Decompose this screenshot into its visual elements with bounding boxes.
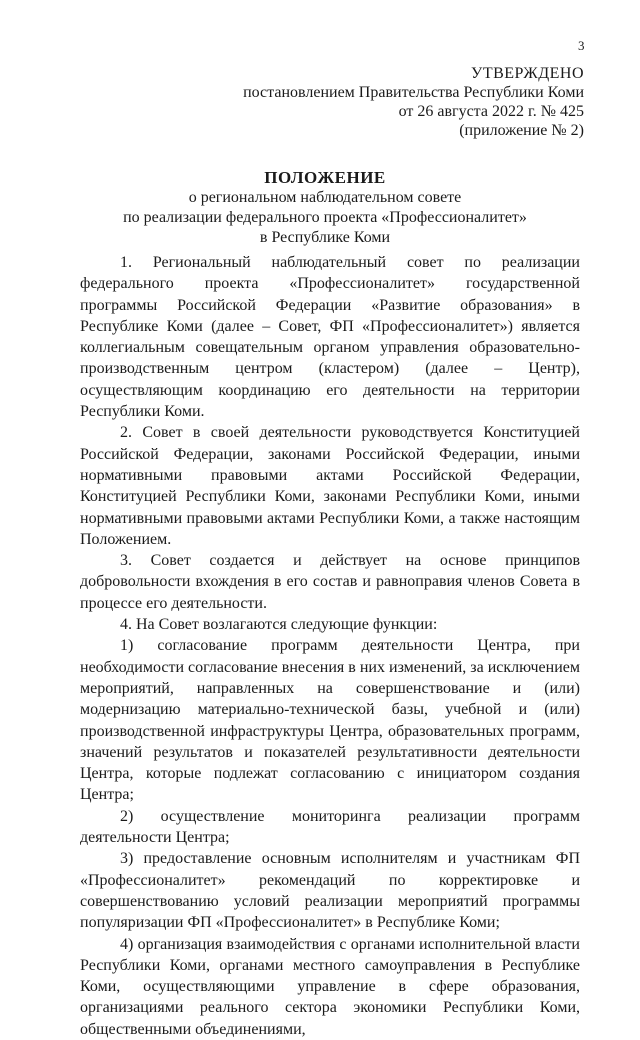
- paragraph: 4) организация взаимодействия с органами исполнительной власти Республики Коми, органами местного самоуправления в Республике Коми, осуществляющими управление в сфере образования, организациями реального сектора экономики Республики Коми, общественными объединениями,: [80, 935, 580, 1038]
- approval-title: УТВЕРЖДЕНО: [470, 65, 584, 82]
- document-heading: [80, 168, 570, 248]
- paragraph: 1) согласование программ деятельности Центра, при необходимости согласование внесения в них изменений, за исключением мероприятий, направленных на совершенствование и (или) модернизацию материально-технической базы, учебной и (или) производственной инфраструктуры Центра, образовательных программ, значений результатов и показателей результативности деятельности Центра, которые подлежат согласованию с инициатором создания Центра;: [80, 637, 580, 804]
- approval-line: (приложение № 2): [459, 122, 584, 139]
- approval-line: от 26 августа 2022 г. № 425: [398, 103, 584, 120]
- paragraph: 3. Совет создается и действует на основе принципов добровольности вхождения в его состав и равноправия членов Совета в процессе его деятельности.: [80, 552, 580, 612]
- heading-line: по реализации федерального проекта «Профессионалитет»: [123, 209, 527, 226]
- page-number: 3: [578, 38, 585, 53]
- heading-line: о региональном наблюдательном совете: [188, 189, 462, 206]
- approval-block: [243, 64, 584, 140]
- paragraph: 2. Совет в своей деятельности руководствуется Конституцией Российской Федерации, законами Российской Федерации, иными нормативными правовыми актами Российской Федерации, Конституцией Республики Коми, законами Республики Коми, иными нормативными правовыми актами Республики Коми, а также настоящим Положением.: [80, 424, 580, 548]
- approval-line: постановлением Правительства Республики Коми: [243, 84, 584, 101]
- document-body: [80, 252, 580, 1040]
- heading-line: в Республике Коми: [259, 229, 391, 246]
- document-title: ПОЛОЖЕНИЕ: [264, 168, 386, 187]
- paragraph: 1. Региональный наблюдательный совет по реализации федерального проекта «Профессионалитет» государственной программы Российской Федерации «Развитие образования» в Республике Коми (далее – Совет, ФП «Профессионалитет») является коллегиальным совещательным органом управления образовательно-производственным центром (кластером) (далее – Центр), осуществляющим координацию его деятельности на территории Республики Коми.: [80, 254, 580, 421]
- paragraph: 3) предоставление основным исполнителям и участникам ФП «Профессионалитет» рекомендаций по корректировке и совершенствованию условий реализации мероприятий программы популяризации ФП «Профессионалитет» в Республике Коми;: [80, 850, 580, 932]
- paragraph: 4. На Совет возлагаются следующие функции:: [120, 616, 438, 634]
- paragraph: 2) осуществление мониторинга реализации программ деятельности Центра;: [80, 807, 580, 847]
